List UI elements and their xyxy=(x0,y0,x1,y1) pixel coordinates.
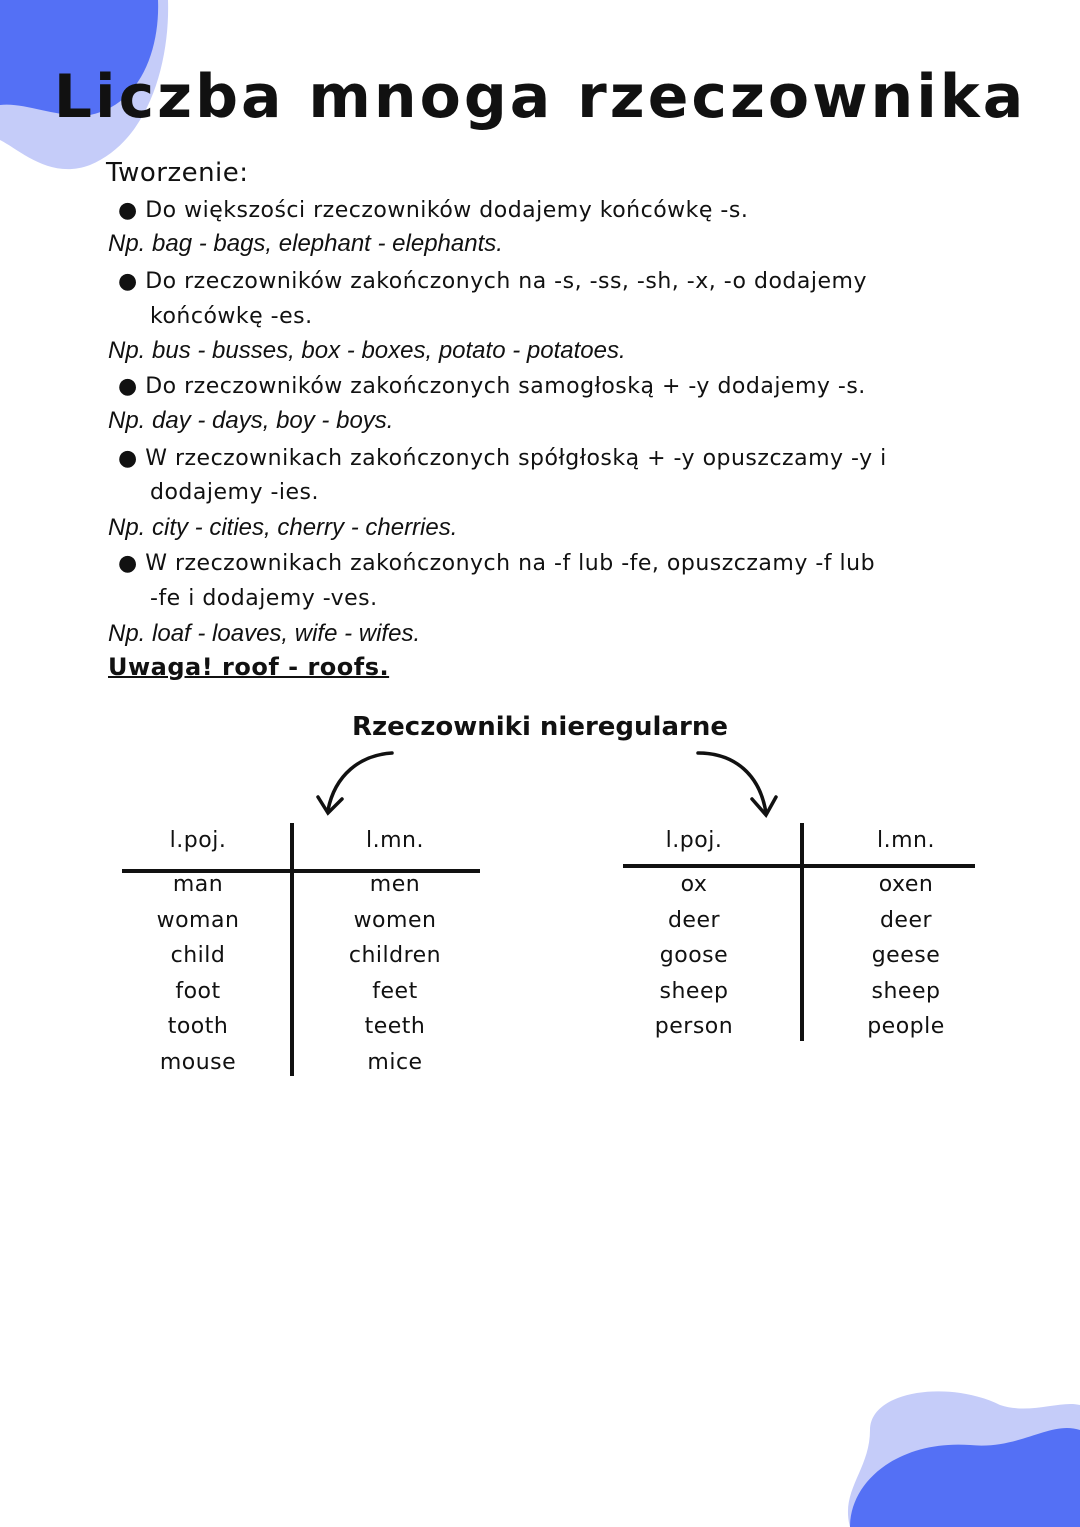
bullet-text: ● Do większości rzeczowników dodajemy końcówkę -s. xyxy=(118,198,749,223)
table-divider-vertical xyxy=(800,823,804,1041)
example-text: Np. bus - busses, box - boxes, potato - potatoes. xyxy=(108,337,626,364)
example-text: Np. loaf - loaves, wife - wifes. xyxy=(108,620,421,647)
plural-cell: feet xyxy=(372,978,418,1004)
note-text: Uwaga! roof - roofs. xyxy=(108,653,390,681)
bullet-text-cont: końcówkę -es. xyxy=(150,304,313,329)
page-title: Liczba mnoga rzeczownika xyxy=(53,62,1027,132)
decorative-blob-bottom-right xyxy=(830,1360,1080,1527)
example-text: Np. day - days, boy - boys. xyxy=(108,407,394,434)
table-divider-horizontal xyxy=(623,864,975,868)
plural-cell: people xyxy=(867,1014,945,1039)
bullet-text: ● W rzeczownikach zakończonych na -f lub -fe, opuszczamy -f lub xyxy=(118,551,876,576)
singular-cell: person xyxy=(654,1014,734,1039)
plural-cell: deer xyxy=(879,907,933,933)
singular-cell: woman xyxy=(156,907,240,933)
singular-cell: ox xyxy=(680,872,708,897)
column-header: l.poj. xyxy=(169,828,227,853)
bullet-text-cont: dodajemy -ies. xyxy=(150,480,320,505)
column-header: l.poj. xyxy=(665,828,723,853)
example-text: Np. bag - bags, elephant - elephants. xyxy=(108,230,503,257)
bullet-text: ● Do rzeczowników zakończonych na -s, -ss, -sh, -x, -o dodajemy xyxy=(118,269,867,294)
arrow-right-icon xyxy=(690,745,790,825)
plural-cell: geese xyxy=(871,943,941,968)
arrow-left-icon xyxy=(310,745,410,825)
singular-cell: mouse xyxy=(159,1049,237,1075)
singular-cell: foot xyxy=(175,978,221,1004)
bullet-text: ● Do rzeczowników zakończonych samogłoską + -y dodajemy -s. xyxy=(118,374,866,399)
plural-cell: women xyxy=(353,907,437,933)
plural-cell: oxen xyxy=(878,872,934,897)
bullet-text: ● W rzeczownikach zakończonych spółgłoską + -y opuszczamy -y i xyxy=(118,446,887,471)
plural-cell: mice xyxy=(367,1049,423,1075)
column-header: l.mn. xyxy=(366,828,424,853)
singular-cell: goose xyxy=(659,943,729,968)
section-heading: Tworzenie: xyxy=(106,158,249,188)
irregular-heading: Rzeczowniki nieregularne xyxy=(352,712,728,742)
bullet-text-cont: -fe i dodajemy -ves. xyxy=(150,586,378,611)
example-text: Np. city - cities, cherry - cherries. xyxy=(108,514,458,541)
plural-cell: sheep xyxy=(871,978,941,1004)
singular-cell: man xyxy=(172,872,224,897)
singular-cell: child xyxy=(170,943,226,968)
column-header: l.mn. xyxy=(877,828,935,853)
singular-cell: tooth xyxy=(167,1014,229,1039)
singular-cell: deer xyxy=(667,907,721,933)
plural-cell: teeth xyxy=(364,1014,426,1039)
plural-cell: men xyxy=(369,872,421,897)
singular-cell: sheep xyxy=(659,978,729,1004)
plural-cell: children xyxy=(348,943,442,968)
